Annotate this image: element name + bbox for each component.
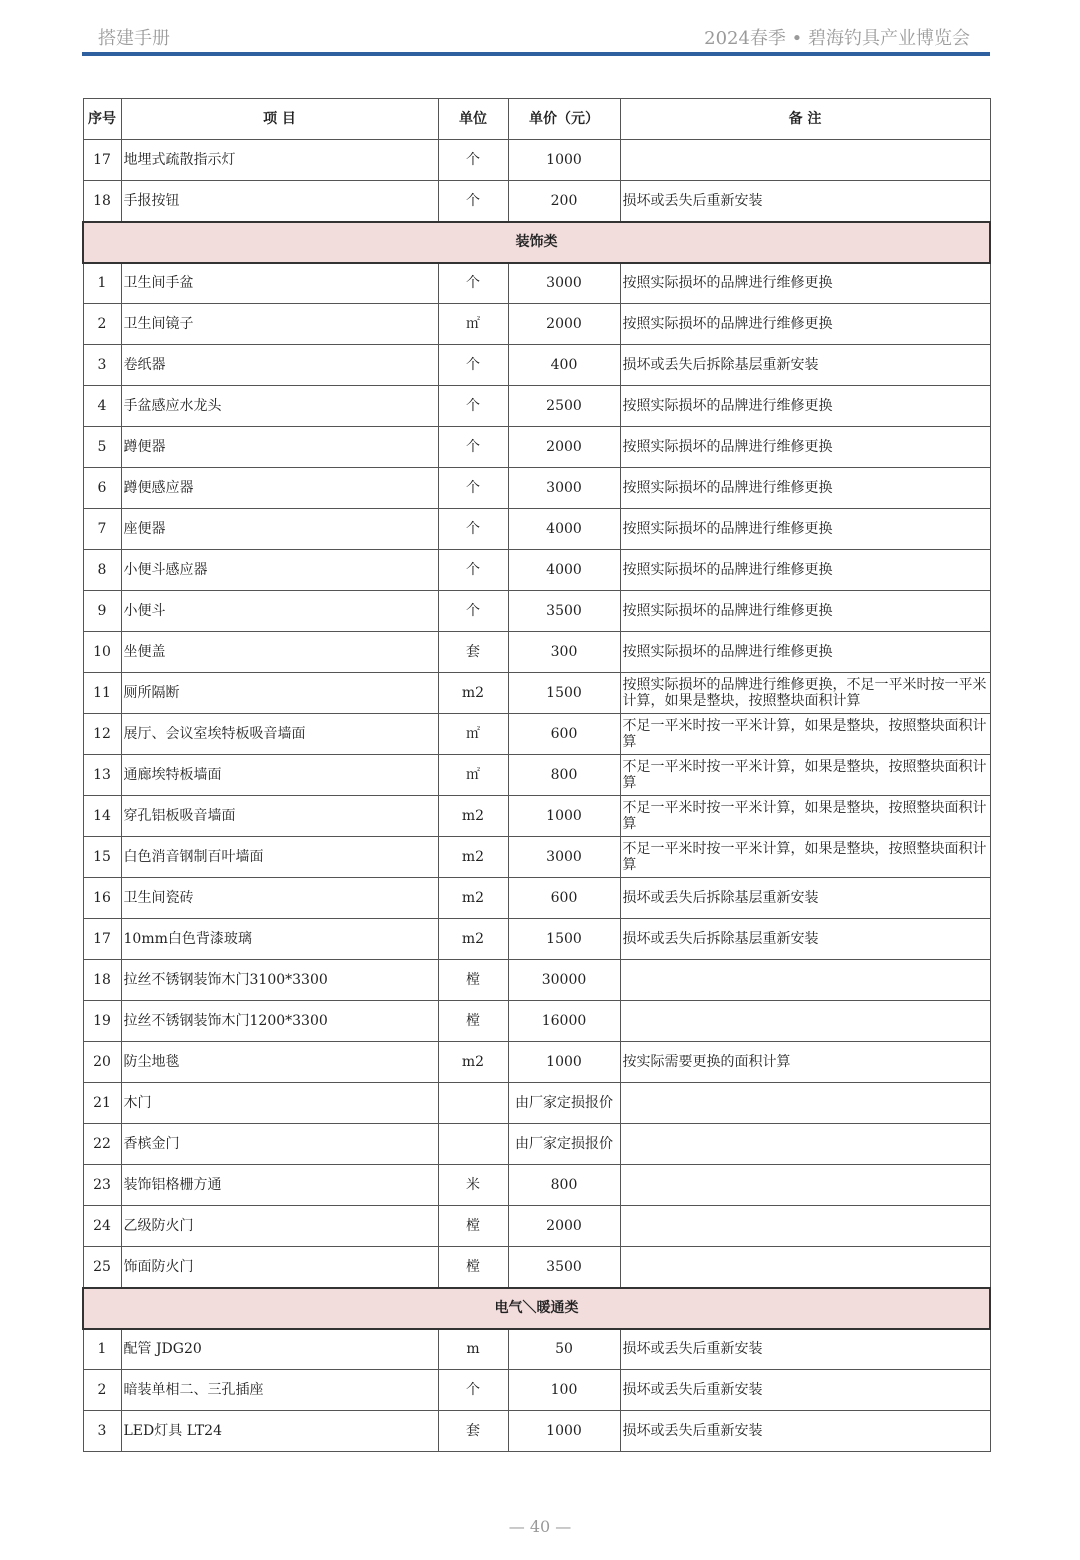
row-price: 3500 [508, 591, 620, 632]
table-row [83, 673, 990, 714]
row-unit: ㎡ [438, 755, 508, 796]
row-number: 19 [83, 1001, 121, 1042]
row-price: 30000 [508, 960, 620, 1001]
table-row [83, 960, 990, 1001]
row-item: 地埋式疏散指示灯 [121, 140, 438, 181]
row-unit: 个 [438, 1370, 508, 1411]
row-price: 300 [508, 632, 620, 673]
section-header-decor [83, 222, 990, 263]
row-price: 400 [508, 345, 620, 386]
table-row [83, 427, 990, 468]
row-number: 1 [83, 1329, 121, 1370]
header-manual-title: 搭建手册 [98, 28, 170, 49]
row-unit: m2 [438, 878, 508, 919]
row-price: 1000 [508, 140, 620, 181]
table-row [83, 1247, 990, 1288]
header-divider [82, 52, 990, 56]
row-item: 卫生间镜子 [121, 304, 438, 345]
row-number: 7 [83, 509, 121, 550]
col-header-unit: 单位 [438, 99, 508, 140]
row-number: 23 [83, 1165, 121, 1206]
col-header-price: 单价（元） [508, 99, 620, 140]
table-row [83, 304, 990, 345]
row-note: 损坏或丢失后重新安装 [620, 181, 990, 222]
table-row [83, 345, 990, 386]
row-price: 16000 [508, 1001, 620, 1042]
row-unit: 个 [438, 468, 508, 509]
row-unit: 个 [438, 263, 508, 304]
row-item: 厕所隔断 [121, 673, 438, 714]
row-unit: m2 [438, 1042, 508, 1083]
row-item: 展厅、会议室埃特板吸音墙面 [121, 714, 438, 755]
row-price: 3000 [508, 468, 620, 509]
row-unit: 樘 [438, 1247, 508, 1288]
row-number: 9 [83, 591, 121, 632]
row-unit: m [438, 1329, 508, 1370]
row-unit: 樘 [438, 960, 508, 1001]
table-row [83, 509, 990, 550]
row-item: 穿孔铝板吸音墙面 [121, 796, 438, 837]
row-item: 饰面防火门 [121, 1247, 438, 1288]
row-unit: 个 [438, 591, 508, 632]
row-price: 4000 [508, 509, 620, 550]
row-number: 11 [83, 673, 121, 714]
row-price: 800 [508, 1165, 620, 1206]
row-note: 按照实际损坏的品牌进行维修更换，不足一平米时按一平米计算，如果是整块，按照整块面积计算 [620, 673, 990, 714]
row-item: 防尘地毯 [121, 1042, 438, 1083]
row-note: 按照实际损坏的品牌进行维修更换 [620, 550, 990, 591]
row-price: 100 [508, 1370, 620, 1411]
row-price: 1000 [508, 1042, 620, 1083]
row-note [620, 1001, 990, 1042]
row-note: 不足一平米时按一平米计算，如果是整块，按照整块面积计算 [620, 755, 990, 796]
row-item: 通廊埃特板墙面 [121, 755, 438, 796]
row-item: 小便斗 [121, 591, 438, 632]
row-unit: m2 [438, 919, 508, 960]
row-note [620, 1165, 990, 1206]
row-item: 暗装单相二、三孔插座 [121, 1370, 438, 1411]
row-price: 4000 [508, 550, 620, 591]
row-note: 按照实际损坏的品牌进行维修更换 [620, 263, 990, 304]
row-number: 25 [83, 1247, 121, 1288]
row-item: 乙级防火门 [121, 1206, 438, 1247]
row-number: 13 [83, 755, 121, 796]
table-row [83, 468, 990, 509]
row-unit [438, 1083, 508, 1124]
row-price: 600 [508, 714, 620, 755]
row-note [620, 960, 990, 1001]
row-unit: 樘 [438, 1206, 508, 1247]
table-row [83, 1206, 990, 1247]
row-number: 3 [83, 345, 121, 386]
row-unit: m2 [438, 673, 508, 714]
row-note: 按照实际损坏的品牌进行维修更换 [620, 304, 990, 345]
row-item: 10mm白色背漆玻璃 [121, 919, 438, 960]
row-item: 卫生间瓷砖 [121, 878, 438, 919]
table-row [83, 755, 990, 796]
row-price: 800 [508, 755, 620, 796]
row-note: 按照实际损坏的品牌进行维修更换 [620, 591, 990, 632]
row-note: 按实际需要更换的面积计算 [620, 1042, 990, 1083]
row-item: 坐便盖 [121, 632, 438, 673]
row-unit: 个 [438, 140, 508, 181]
row-unit: 个 [438, 181, 508, 222]
row-number: 17 [83, 919, 121, 960]
table-row [83, 550, 990, 591]
table-row [83, 1411, 990, 1452]
row-unit [438, 1124, 508, 1165]
row-note: 不足一平米时按一平米计算，如果是整块，按照整块面积计算 [620, 796, 990, 837]
row-note: 按照实际损坏的品牌进行维修更换 [620, 509, 990, 550]
row-note: 按照实际损坏的品牌进行维修更换 [620, 468, 990, 509]
row-unit: 套 [438, 632, 508, 673]
row-note [620, 1083, 990, 1124]
row-number: 8 [83, 550, 121, 591]
row-item: 手盆感应水龙头 [121, 386, 438, 427]
row-price: 2000 [508, 427, 620, 468]
table-row [83, 263, 990, 304]
row-number: 16 [83, 878, 121, 919]
page-number: — 40 — [508, 1517, 572, 1536]
row-number: 24 [83, 1206, 121, 1247]
table-row [83, 1165, 990, 1206]
row-number: 6 [83, 468, 121, 509]
header-event-title: 2024春季 • 碧海钓具产业博览会 [704, 28, 970, 49]
row-number: 12 [83, 714, 121, 755]
row-number: 18 [83, 181, 121, 222]
row-note: 不足一平米时按一平米计算，如果是整块，按照整块面积计算 [620, 714, 990, 755]
row-item: 拉丝不锈钢装饰木门1200*3300 [121, 1001, 438, 1042]
row-item: 手报按钮 [121, 181, 438, 222]
row-number: 3 [83, 1411, 121, 1452]
row-item: 卷纸器 [121, 345, 438, 386]
row-item: 卫生间手盆 [121, 263, 438, 304]
table-row [83, 714, 990, 755]
row-note: 损坏或丢失后拆除基层重新安装 [620, 919, 990, 960]
row-note [620, 1247, 990, 1288]
row-unit: 米 [438, 1165, 508, 1206]
row-price: 3000 [508, 837, 620, 878]
row-note: 不足一平米时按一平米计算，如果是整块，按照整块面积计算 [620, 837, 990, 878]
row-item: 配管 JDG20 [121, 1329, 438, 1370]
row-note: 损坏或丢失后重新安装 [620, 1370, 990, 1411]
row-number: 20 [83, 1042, 121, 1083]
row-item: 小便斗感应器 [121, 550, 438, 591]
col-header-item: 项 目 [121, 99, 438, 140]
row-price: 600 [508, 878, 620, 919]
row-item: 蹲便器 [121, 427, 438, 468]
row-unit: m2 [438, 837, 508, 878]
row-number: 2 [83, 304, 121, 345]
row-item: LED灯具 LT24 [121, 1411, 438, 1452]
col-header-note: 备 注 [620, 99, 990, 140]
row-note: 损坏或丢失后重新安装 [620, 1329, 990, 1370]
table-row [83, 1124, 990, 1165]
row-item: 香槟金门 [121, 1124, 438, 1165]
row-item: 装饰铝格栅方通 [121, 1165, 438, 1206]
damage-fee-table [82, 98, 991, 1452]
row-price: 1500 [508, 673, 620, 714]
table-row [83, 1329, 990, 1370]
table-header-row [83, 99, 990, 140]
table-row [83, 1001, 990, 1042]
row-unit: ㎡ [438, 714, 508, 755]
row-price: 50 [508, 1329, 620, 1370]
row-note [620, 1124, 990, 1165]
row-unit: 个 [438, 345, 508, 386]
table-row [83, 632, 990, 673]
row-price: 2000 [508, 1206, 620, 1247]
table-row [83, 796, 990, 837]
row-price: 1000 [508, 1411, 620, 1452]
section-title: 装饰类 [83, 222, 990, 263]
col-header-no: 序号 [83, 99, 121, 140]
row-number: 17 [83, 140, 121, 181]
row-price: 1000 [508, 796, 620, 837]
row-price: 2000 [508, 304, 620, 345]
row-number: 5 [83, 427, 121, 468]
row-price: 由厂家定损报价 [508, 1083, 620, 1124]
row-note: 按照实际损坏的品牌进行维修更换 [620, 427, 990, 468]
row-note [620, 1206, 990, 1247]
section-header-electrical [83, 1288, 990, 1329]
row-note [620, 140, 990, 181]
row-price: 200 [508, 181, 620, 222]
row-unit: 个 [438, 550, 508, 591]
table-row [83, 1083, 990, 1124]
row-price: 2500 [508, 386, 620, 427]
table-row [83, 1042, 990, 1083]
row-item: 拉丝不锈钢装饰木门3100*3300 [121, 960, 438, 1001]
table-row [83, 140, 990, 181]
row-price: 3500 [508, 1247, 620, 1288]
row-item: 木门 [121, 1083, 438, 1124]
section-title: 电气＼暖通类 [83, 1288, 990, 1329]
table-row [83, 1370, 990, 1411]
row-number: 1 [83, 263, 121, 304]
row-unit: ㎡ [438, 304, 508, 345]
row-unit: 个 [438, 427, 508, 468]
row-note: 按照实际损坏的品牌进行维修更换 [620, 632, 990, 673]
table-row [83, 591, 990, 632]
row-unit: 套 [438, 1411, 508, 1452]
table-row [83, 386, 990, 427]
row-number: 21 [83, 1083, 121, 1124]
row-unit: m2 [438, 796, 508, 837]
row-unit: 个 [438, 386, 508, 427]
row-item: 白色消音钢制百叶墙面 [121, 837, 438, 878]
table-row [83, 919, 990, 960]
row-number: 14 [83, 796, 121, 837]
row-price: 由厂家定损报价 [508, 1124, 620, 1165]
row-number: 2 [83, 1370, 121, 1411]
table-row [83, 878, 990, 919]
row-number: 22 [83, 1124, 121, 1165]
row-number: 4 [83, 386, 121, 427]
row-note: 按照实际损坏的品牌进行维修更换 [620, 386, 990, 427]
row-item: 座便器 [121, 509, 438, 550]
row-number: 18 [83, 960, 121, 1001]
row-number: 10 [83, 632, 121, 673]
row-number: 15 [83, 837, 121, 878]
row-price: 3000 [508, 263, 620, 304]
table-row [83, 181, 990, 222]
row-item: 蹲便感应器 [121, 468, 438, 509]
row-note: 损坏或丢失后拆除基层重新安装 [620, 878, 990, 919]
table-row [83, 837, 990, 878]
row-unit: 个 [438, 509, 508, 550]
row-price: 1500 [508, 919, 620, 960]
row-note: 损坏或丢失后拆除基层重新安装 [620, 345, 990, 386]
row-note: 损坏或丢失后重新安装 [620, 1411, 990, 1452]
row-unit: 樘 [438, 1001, 508, 1042]
